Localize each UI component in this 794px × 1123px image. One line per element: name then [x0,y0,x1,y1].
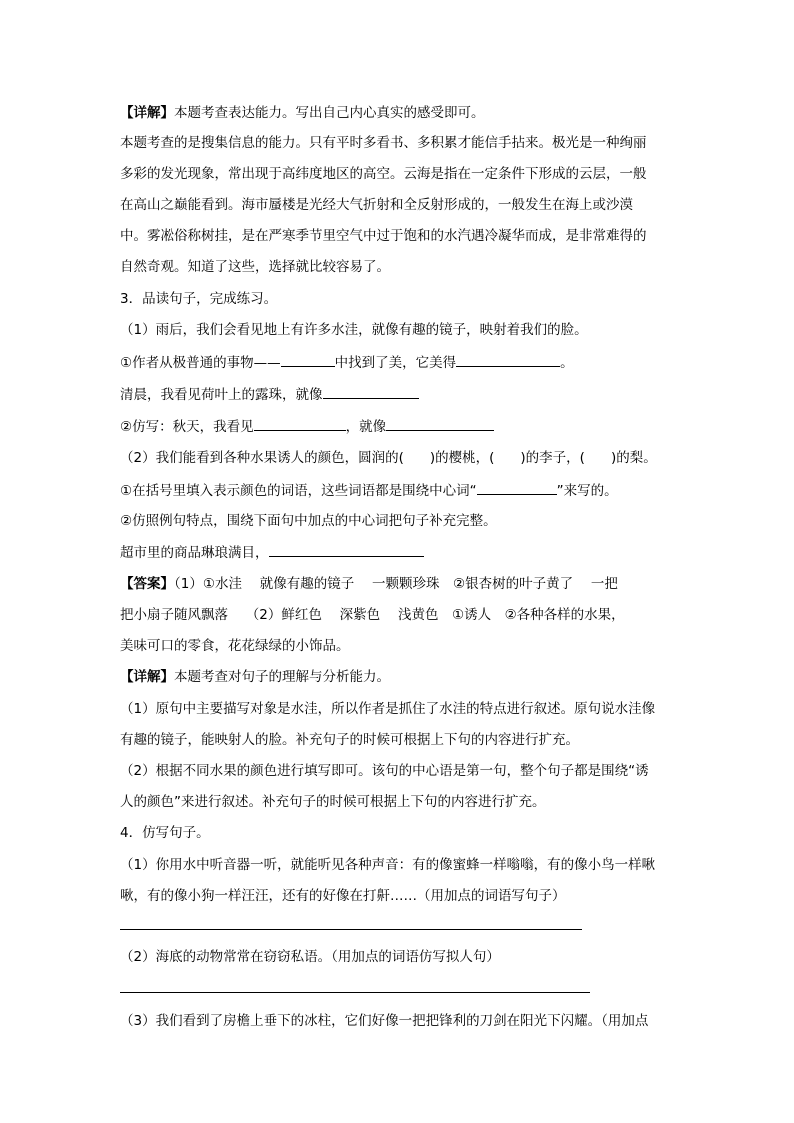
detail-tag: 【详解】 [120,669,174,685]
q3-item-2c: 超市里的商品琳琅满目， [120,542,424,563]
explain-line: 本题考查的是搜集信息的能力。只有平时多看书、多积累才能信手拈来。极光是一种绚丽 [120,135,647,151]
q3-item-1c: ②仿写：秋天，我看见 ，就像 [120,416,494,437]
answer-blank[interactable] [386,416,494,431]
detail-text: 本题考查表达能力。写出自己内心真实的感受即可。 [174,105,485,121]
explain-line: 多彩的发光现象，常出现于高纬度地区的高空。云海是指在一定条件下形成的云层，一般 [120,166,647,182]
answer-line-2: 把小扇子随风飘落 （2）鲜红色 深紫色 浅黄色 ①诱人 ②各种各样的水果， [120,607,625,623]
explain-line: 中。雾凇俗称树挂，是在严寒季节里空气中过于饱和的水汽遇冷凝华而成，是非常难得的 [120,228,647,244]
answer-tag: 【答案】 [120,576,174,592]
answer-line-rule[interactable] [120,992,590,993]
analysis-line: 有趣的镜子，能映射人的脸。补充句子的时候可根据上下句的内容进行扩充。 [120,732,579,748]
question-3-title: 3．品读句子，完成练习。 [120,291,278,307]
q3-item-1b: 清晨，我看见荷叶上的露珠，就像 [120,384,419,405]
q3-sentence-1: （1）雨后，我们会看见地上有许多水洼，就像有趣的镜子，映射着我们的脸。 [120,322,588,338]
q3-item-1a: ①作者从极普通的事物—— 中找到了美，它美得 。 [120,352,574,373]
q3-item-2b: ②仿照例句特点，围绕下面句中加点的中心词把句子补充完整。 [120,513,497,529]
answer-blank[interactable] [323,384,419,399]
question-4-title: 4．仿写句子。 [120,825,210,841]
explain-line: 在高山之巅能看到。海市蜃楼是光经大气折射和全反射形成的，一般发生在海上或沙漠 [120,197,633,213]
analysis-line: （1）原句中主要描写对象是水洼，所以作者是抓住了水洼的特点进行叙述。原句说水洼像 [120,701,656,717]
explain-line: 自然奇观。知道了这些，选择就比较容易了。 [120,259,390,275]
detail-line-2: 【详解】本题考查对句子的理解与分析能力。 [120,669,390,685]
q4-sentence-1-line-2: 啾，有的像小狗一样汪汪，还有的好像在打鼾……（用加点的词语写句子） [120,888,566,904]
q4-sentence-1-line-1: （1）你用水中听音器一听，就能听见各种声音：有的像蜜蜂一样嗡嗡，有的像小鸟一样啾 [120,857,656,873]
q3-sentence-2: （2）我们能看到各种水果诱人的颜色，圆润的( )的樱桃，( )的李子，( )的梨。 [120,450,657,466]
answer-blank[interactable] [477,480,557,495]
q3-item-2a: ①在括号里填入表示颜色的词语，这些词语都是围绕中心词“ ”来写的。 [120,480,618,501]
q4-sentence-2: （2）海底的动物常常在窃窃私语。（用加点的词语仿写拟人句） [120,949,500,965]
detail-tag: 【详解】 [120,105,174,121]
answer-line-1: 【答案】（1）①水洼 就像有趣的镜子 一颗颗珍珠 ②银杏树的叶子黄了 一把 [120,576,618,592]
answer-blank[interactable] [281,352,335,367]
answer-blank[interactable] [254,416,346,431]
q4-sentence-3: （3）我们看到了房檐上垂下的冰柱，它们好像一把把锋利的刀剑在阳光下闪耀。（用加点 [120,1013,649,1029]
detail-line-1 [120,103,485,123]
answer-blank[interactable] [456,352,560,367]
answer-blank[interactable] [269,542,424,557]
answer-line-3: 美味可口的零食，花花绿绿的小饰品。 [120,638,350,654]
analysis-line: 人的颜色”来进行叙述。补充句子的时候可根据上下句的内容进行扩充。 [120,794,546,810]
analysis-line: （2）根据不同水果的颜色进行填写即可。该句的中心语是第一句，整个句子都是围绕“诱 [120,763,649,779]
answer-line-rule[interactable] [120,929,582,930]
